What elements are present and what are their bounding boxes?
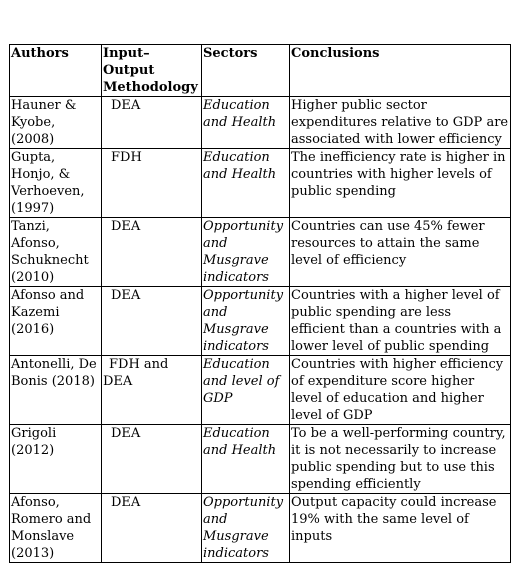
table-row bbox=[10, 287, 511, 356]
methodology-text: FDH bbox=[111, 150, 142, 165]
sectors-cell: Education and level of GDP bbox=[202, 356, 290, 425]
sectors-cell: Opportunity and Musgrave indicators bbox=[202, 494, 290, 563]
methodology-cell bbox=[102, 149, 202, 218]
sectors-cell: Opportunity and Musgrave indicators bbox=[202, 218, 290, 287]
authors-cell bbox=[10, 425, 102, 494]
table-row bbox=[10, 97, 511, 149]
authors-cell: Tanzi, Afonso, Schuknecht (2010) bbox=[10, 218, 102, 287]
methodology-text: DEA bbox=[111, 219, 141, 234]
table-row bbox=[10, 218, 511, 287]
sectors-cell: Opportunity and Musgrave indicators bbox=[202, 287, 290, 356]
methodology-text: DEA bbox=[111, 98, 141, 113]
table-row bbox=[10, 149, 511, 218]
authors-cell: Hauner & Kyobe, (2008) bbox=[10, 97, 102, 149]
table-header-row bbox=[10, 45, 511, 97]
conclusions-header: Conclusions bbox=[290, 45, 511, 97]
literature-review-table bbox=[9, 44, 511, 563]
sectors-cell: Education and Health bbox=[202, 425, 290, 494]
authors-cell: Antonelli, De Bonis (2018) bbox=[10, 356, 102, 425]
methodology-header: Input–Output Methodology bbox=[102, 45, 202, 97]
methodology-cell bbox=[102, 356, 202, 425]
methodology-text: FDH and DEA bbox=[103, 357, 169, 389]
methodology-text: DEA bbox=[111, 288, 141, 303]
conclusions-cell: The inefficiency rate is higher in countries with higher levels of public spending bbox=[290, 149, 511, 218]
table-row bbox=[10, 356, 511, 425]
conclusions-cell: Higher public sector expenditures relative to GDP are associated with lower efficiency bbox=[290, 97, 511, 149]
methodology-text: DEA bbox=[111, 495, 141, 510]
table-row bbox=[10, 425, 511, 494]
authors-text: Grigoli (2012) bbox=[11, 426, 57, 458]
sectors-header: Sectors bbox=[202, 45, 290, 97]
methodology-cell bbox=[102, 425, 202, 494]
authors-cell: Gupta, Honjo, & Verhoeven, (1997) bbox=[10, 149, 102, 218]
methodology-text: DEA bbox=[111, 426, 141, 441]
sectors-cell: Education and Health bbox=[202, 149, 290, 218]
conclusions-cell: Countries can use 45% fewer resources to attain the same level of efficiency bbox=[290, 218, 511, 287]
methodology-cell bbox=[102, 494, 202, 563]
authors-cell: Afonso, Romero and Monslave (2013) bbox=[10, 494, 102, 563]
methodology-cell bbox=[102, 218, 202, 287]
conclusions-cell: Countries with higher efficiency of expenditure score higher level of education and higher level of GDP bbox=[290, 356, 511, 425]
methodology-cell bbox=[102, 287, 202, 356]
sectors-cell: Education and Health bbox=[202, 97, 290, 149]
authors-cell: Afonso and Kazemi (2016) bbox=[10, 287, 102, 356]
conclusions-cell: Output capacity could increase 19% with the same level of inputs bbox=[290, 494, 511, 563]
conclusions-cell: Countries with a higher level of public spending are less efficient than a countries with a lower level of public spending bbox=[290, 287, 511, 356]
table-row bbox=[10, 494, 511, 563]
methodology-cell bbox=[102, 97, 202, 149]
conclusions-cell: To be a well-performing country, it is not necessarily to increase public spending but to use this spending efficiently bbox=[290, 425, 511, 494]
authors-header: Authors bbox=[10, 45, 102, 97]
